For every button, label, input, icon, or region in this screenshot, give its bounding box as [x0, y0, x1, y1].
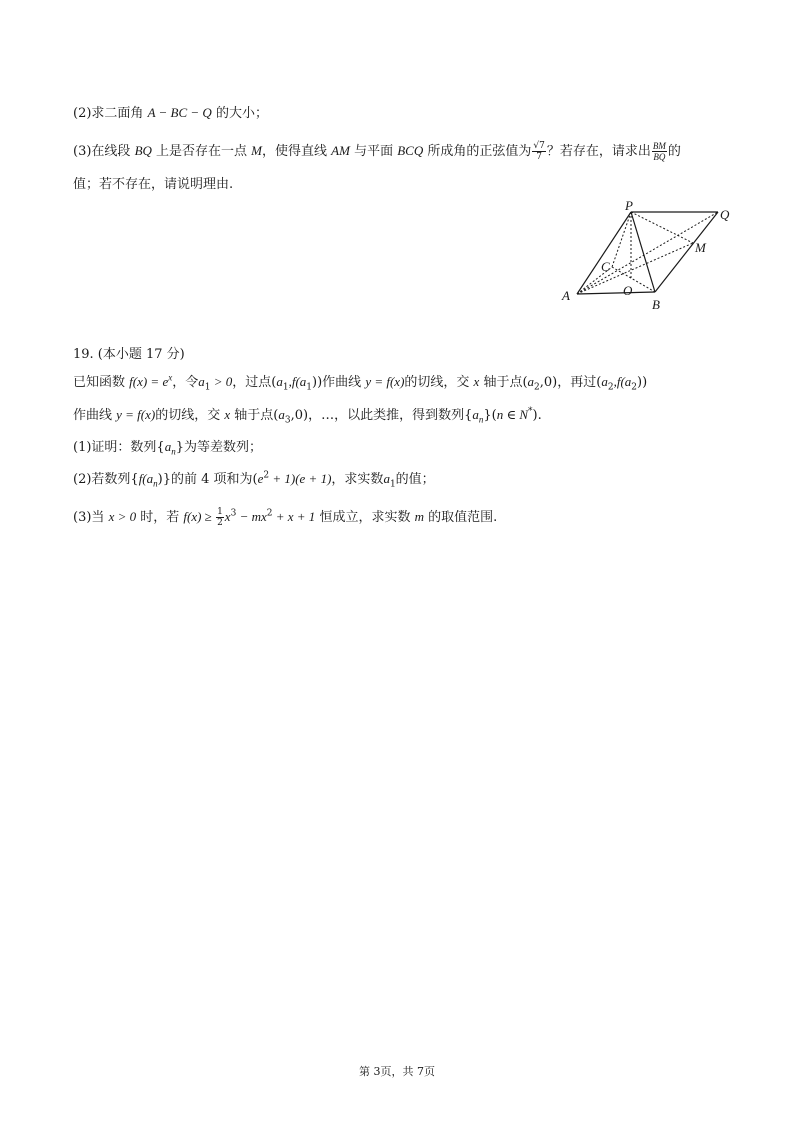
q19-part3-mid-sup: 2 — [266, 508, 273, 519]
q19-part3-rest: + x + 1 — [272, 509, 316, 524]
point2-a: a — [527, 374, 535, 389]
q19-stem2-t5: }( — [483, 408, 497, 423]
point1-mid: ,f( — [288, 374, 300, 389]
q19-part3-t2: 时，若 — [136, 510, 184, 525]
q18-part3-t6: ？若存在，请求出 — [546, 144, 651, 159]
q18-part2-lead: (2)求二面角 — [73, 106, 148, 121]
point3-close: )) — [637, 375, 648, 390]
point1-a2: a — [299, 374, 307, 389]
sine-fraction — [532, 141, 545, 162]
q19-part2-t3: ，求实数 — [331, 472, 384, 487]
q18-part3-line1 — [73, 141, 681, 162]
dash-PC — [612, 212, 631, 267]
label-P: P — [625, 198, 633, 213]
q18-part3-v4: BCQ — [397, 143, 424, 158]
edge-BQ — [655, 212, 718, 292]
label-O: O — [623, 283, 633, 298]
point3-a2: a — [624, 374, 632, 389]
q19-part1-a: a — [164, 439, 172, 454]
point1-a2-sub: 1 — [306, 382, 313, 393]
function-exponent: x — [168, 372, 173, 383]
q19-stem-line1 — [73, 373, 647, 392]
q19-part2-a: a — [383, 471, 390, 486]
q19-stem1-t6: 轴于点( — [479, 375, 528, 390]
q19-part3 — [73, 507, 497, 528]
q18-part2-expr: A − BC − Q — [147, 105, 212, 120]
sine-denominator: 7 — [536, 152, 542, 162]
q19-part1 — [73, 438, 262, 457]
edge-PB — [631, 212, 655, 292]
q19-part2-a-sub: 1 — [389, 479, 396, 490]
sine-numerator: √7 — [533, 141, 545, 151]
x-var-2: x — [224, 407, 231, 422]
q19-part2-t1: (2)若数列{ — [73, 472, 139, 487]
q19-part2-f: f(a — [138, 471, 154, 486]
point4-tail: ,0) — [290, 408, 309, 423]
q19-stem1-t3: ，过点( — [232, 375, 277, 390]
q19-part2-t2: 的前 4 项和为( — [170, 472, 258, 487]
ratio-numerator: BM — [652, 141, 666, 151]
q19-stem1-t5: 的切线，交 — [404, 375, 474, 390]
half-numerator: 1 — [217, 507, 223, 517]
q19-part3-x: x > 0 — [108, 509, 137, 524]
sequence-sub: n — [478, 414, 484, 425]
point3-a2-sub: 2 — [631, 382, 638, 393]
q19-part2-f-close: )} — [157, 472, 171, 487]
q19-stem1-t1: 已知函数 — [73, 375, 130, 390]
label-C: C — [601, 259, 610, 274]
q19-part1-a-sub: n — [171, 446, 176, 457]
q18-part3-t3: ，使得直线 — [262, 144, 332, 159]
ratio-denominator: BQ — [653, 152, 666, 162]
q19-stem1-t2: ，令 — [172, 375, 199, 390]
q19-stem1-t7: ，再过( — [557, 375, 602, 390]
q19-part2-e-sup: 2 — [263, 470, 270, 481]
q18-part3-v2: M — [251, 143, 263, 158]
point4-a-sub: 3 — [284, 415, 291, 426]
q19-part3-mid: − mx — [236, 509, 267, 524]
q19-stem-line2 — [73, 406, 542, 425]
q18-part2-tail: 的大小； — [211, 106, 268, 121]
q19-part1-t1: (1)证明：数列{ — [73, 440, 165, 455]
q18-part3-t7: 的 — [667, 144, 681, 159]
label-Q: Q — [720, 207, 730, 222]
a1-positive: > 0 — [210, 374, 233, 389]
point4-a: a — [278, 407, 285, 422]
q18-part3-t1: (3)在线段 — [73, 144, 135, 159]
point3-mid: ,f( — [613, 374, 625, 389]
q18-part3-line2: 值；若不存在，请说明理由. — [73, 177, 234, 192]
q19-header: 19. (本小题 17 分) — [73, 347, 185, 362]
q19-stem2-t2: 的切线，交 — [155, 408, 225, 423]
q19-part2-f-sub: n — [153, 478, 158, 489]
point1-a-sub: 1 — [282, 382, 289, 393]
geometry-figure — [555, 197, 740, 317]
q19-part2-e-tail: + 1)(e + 1) — [269, 471, 332, 486]
q19-stem1-t4: 作曲线 — [322, 375, 366, 390]
half-fraction — [216, 507, 224, 528]
curve-expr: y = f(x) — [365, 374, 405, 389]
a1-var: a — [198, 374, 205, 389]
half-denominator: 2 — [217, 518, 223, 528]
dash-PM — [631, 212, 693, 243]
q19-stem2-t6: ). — [532, 408, 542, 423]
q19-part3-t1: (3)当 — [73, 510, 109, 525]
q19-part3-x3: x — [224, 509, 231, 524]
a1-sub: 1 — [204, 382, 211, 393]
q19-stem2-t3: 轴于点( — [230, 408, 279, 423]
q19-stem2-t1: 作曲线 — [73, 408, 117, 423]
ratio-fraction — [652, 141, 667, 162]
q18-part3-v1: BQ — [134, 143, 152, 158]
curve-expr-2: y = f(x) — [116, 407, 156, 422]
n-domain: n ∈ N — [496, 407, 529, 422]
q18-part3-t5: 所成角的正弦值为 — [423, 144, 532, 159]
q19-part2-e: e — [257, 471, 264, 486]
label-A: A — [562, 288, 570, 303]
page-footer: 第 3页，共 7页 — [359, 1065, 435, 1078]
q19-part3-x3-sup: 3 — [230, 508, 237, 519]
function-def: f(x) = e — [129, 374, 169, 389]
q19-part2-t4: 的值； — [395, 472, 435, 487]
q19-part3-lhs: f(x) ≥ — [183, 509, 216, 524]
x-var: x — [473, 374, 480, 389]
q19-part2 — [73, 470, 435, 489]
label-M: M — [695, 240, 706, 255]
q19-part3-m: m — [414, 509, 424, 524]
point3-a: a — [601, 374, 608, 389]
point1-a: a — [276, 374, 283, 389]
q19-part3-t4: 的取值范围. — [423, 510, 498, 525]
q19-part3-t3: 恒成立，求实数 — [315, 510, 415, 525]
point1-close: )) — [312, 375, 323, 390]
n-star: * — [528, 406, 533, 417]
q18-part2 — [73, 104, 268, 123]
q19-part1-t2: }为等差数列； — [175, 440, 262, 455]
edge-AB — [577, 292, 655, 294]
point2-a-sub: 2 — [534, 382, 540, 393]
q18-part3-t4: 与平面 — [349, 144, 398, 159]
q18-part3-v3: AM — [331, 143, 350, 158]
sequence-var: a — [472, 407, 479, 422]
point2-tail: ,0) — [539, 375, 558, 390]
label-B: B — [652, 297, 660, 312]
q19-stem2-t4: ，…，以此类推，得到数列{ — [308, 408, 473, 423]
point3-a-sub: 2 — [607, 382, 614, 393]
q18-part3-t2: 上是否存在一点 — [151, 144, 252, 159]
